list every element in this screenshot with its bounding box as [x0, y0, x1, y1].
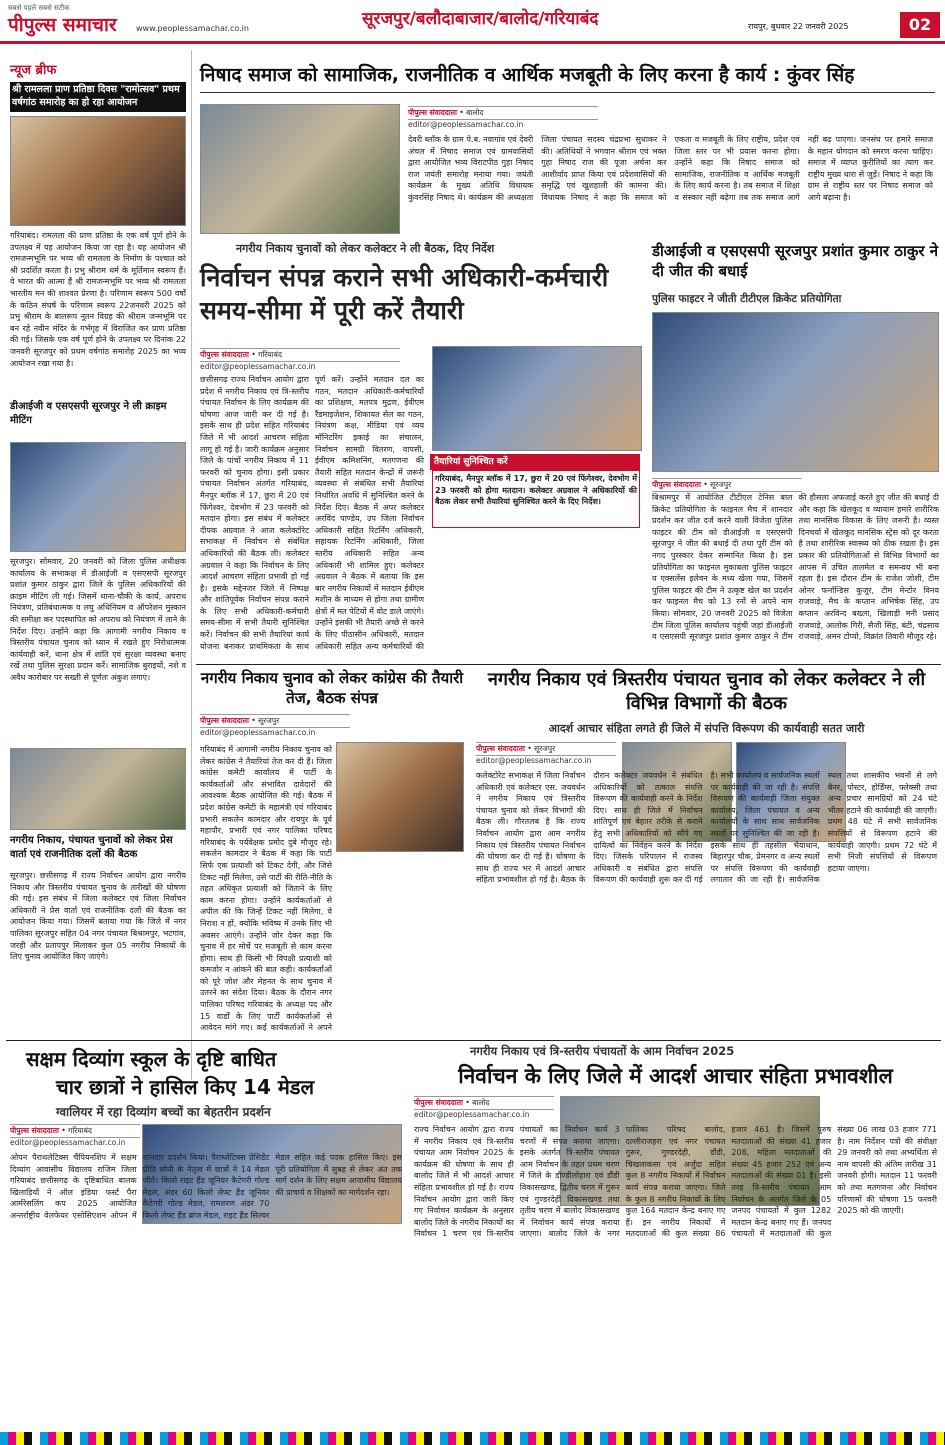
- school-subhead: ग्वालियर में रहा दिव्यांग बच्चों का बेहतरीन प्रदर्शन: [56, 1105, 271, 1119]
- crime-meeting-photo: [10, 442, 186, 552]
- dig-story: [648, 240, 941, 662]
- school-body: ओपन पैराथलेटिक्स चैंपियनशिप में सक्षम दिव्यांग आवासीय विद्यालय राजिम जिला गरियाबंद छत्तीसगढ़ के दृष्टिबाधित बालक खिलाड़ियों ने ऑल इंडिया फर्स्ट पैरा आर्मरेसलिंग कप 2025 आयोजित अन्तर्राष्ट्रीय वेलफेयर एसोसिएशन ओपन में शानदार प्रदर्शन किया। पैराथ्लेटिक्स प्रेसिडेंट प्रीति सोनी के नेतृत्व में छात्रों ने 14 मेडल जीते। किलो राइट हैंड जूनियर कैटेगरी गोल्ड मेडल, अंडर 60 किलो लेफ्ट हैंड जूनियर कैटेगरी गोल्ड मेडल, रामशरण अंडर 70 किलो लेफ्ट हैंड ब्रांज मेडल, राइट हैंड सिल्वर मेडल सहित कई पदक हासिल किए। इस पूरी प्रतियोगिता में सुबह से लेकर अंत तक मार्ग दर्शन के लिए सक्षम आवासीय विद्यालय की प्राचार्य व शिक्षकों का मार्गदर्शन रहा।: [10, 1153, 402, 1220]
- dateline: रायपुर, बुधवार 22 जनवरी 2025: [748, 22, 849, 31]
- code-body: राज्य निर्वाचन आयोग द्वारा राज्य में नगरीय निकाय एवं त्रि-स्तरीय पंचायत आम निर्वाचन 2025 के कार्यक्रम की घोषणा के साथ ही बालोद जिले में भी आदर्श आचार संहिता प्रभावशील हो गई है। राज्य निर्वाचन आयोग द्वारा जारी किए गए निर्वाचन कार्यक्रम के अनुसार बालोद जिले के नगरीय निकायों का निर्वाचन 1 चरण एवं त्रि-स्तरीय पंचायतों का निर्वाचन कार्य 3 चरणों में संपन्न कराया जाएगा। इसके अंतर्गत त्रि-स्तरीय पंचायत आम निर्वाचन के तहत प्रथम चरण में जिले के डौण्डीलोहारा एवं डौंडी विकासखण्ड, द्वितीय चरण में गुरूर एवं गुण्डरदेही विकासखण्ड तथा तृतीय चरण में बालोद विकासखण्ड में निर्वाचन कार्य संपन्न कराया जाएगा। बालोद जिले के नगर पालिका परिषद बालोद, दल्लीराजहरा एवं नगर पंचायत गुरूर, गुण्डरदेही, डौंडी, चिखलाकसा एवं अर्जुंदा सहित कुल 8 नगरीय निकायों में निर्वाचन कार्य संपन्न कराया जाएगा। जिले के कुल 8 नगरीय निकायों के लिए कुल 164 मतदान केन्द्र बनाए गए हैं। इन नगरीय निकायों में मतदाताओं की कुल संख्या 86 हजार 461 है। जिसमें पुरुष मतदाताओं की संख्या 41 हजार 208, महिला मतदाताओं की संख्या 45 हजार 252 एवं अन्य मतदाताओं की संख्या 01 है। इसी तरह त्रि-स्तरीय पंचायत आम निर्वाचन के अंतर्गत जिले के 05 जनपद पंचायतों में कुल 1282 मतदान केन्द्र बनाए गए हैं। जनपद पंचायतों में मतदाताओं की कुल संख्या 06 लाख 03 हजार 771 है। नाम निर्देशन पत्रों की संवीक्षा 29 जनवरी को तथा अभ्यर्थिता से नाम वापसी की अंतिम तारीख 31 जनवरी होगी। मतदान 11 फरवरी को तथा मतगणना और निर्वाचन परिणामों की घोषणा 15 फरवरी 2025 को की जाएगी।: [414, 1125, 937, 1239]
- byline-place: सूरजपुर: [534, 744, 556, 753]
- divider: [196, 664, 941, 665]
- election-redbar: तैयारियां सुनिश्चित करें: [430, 454, 640, 470]
- temple-photo: [10, 116, 186, 226]
- byline-name: पीपुल्स संवाददाता: [408, 108, 457, 117]
- code-kicker: नगरीय निकाय एवं त्रि-स्तरीय पंचायतों के आम निर्वाचन 2025: [470, 1044, 735, 1058]
- school-story: [6, 1044, 406, 1430]
- byline-place: सूरजपुर: [710, 480, 732, 489]
- election-meeting-photo: [432, 346, 642, 451]
- divider: [6, 1040, 941, 1041]
- lead-headline: निषाद समाज को सामाजिक, राजनीतिक व आर्थिक मजबूती के लिए करना है कार्य : कुंवर सिंह: [200, 64, 935, 93]
- election-story: [196, 240, 644, 662]
- byline-name: पीपुल्स संवाददाता: [200, 716, 249, 725]
- brief-item2-title: डीआईजी व एसएसपी सूरजपुर ने ली क्राइम मीटिंग: [10, 401, 167, 426]
- brief-item1-body: गरियाबंद। रामलला की प्राण प्रतिष्ठा के एक वर्ष पूर्ण होने के उपलक्ष्य में यह आयोजन किया जा रहा है। यह आयोजन श्री रामजन्मभूमि पर भव्य श्री रामलला के निर्माण के पश्चात को श्री प्रदर्शित करता है। प्रभु श्रीराम धर्म के मूर्तिमान स्वरूप हैं। वे भारत की आत्मा हैं श्री रामजन्मभूमि पर भव्य श्री रामलला भारतीय मन की शाश्वत प्रेरणा है। परिणाम स्वरूप 500 वर्षों के कठिन संघर्ष के परिणाम स्वरूप 22जनवरी 2025 को प्रभु श्रीराम के बालरूप नूतन विग्रह की श्रीराम जन्मभूमि पर बन रहे नवीन मंदिर के गर्भगृह में विराजित कर प्राण प्रतिष्ठा की गई। जिसके एक वर्ष पूर्ण होने के उपलक्ष्य पर दिनांक 22 जनवरी सूरजपुर को प्रथम वर्षगांठ समारोह 2025 का भव्य आयोजन रखा गया है।: [10, 231, 186, 368]
- tagline: सबसे पहले सबसे सटीक: [8, 4, 70, 12]
- election-headline: निर्वाचन संपन्न कराने सभी अधिकारी-कर्मचारी समय-सीमा में पूरी करें तैयारी: [200, 263, 609, 325]
- vibhag-byline: पीपुल्स संवाददाता • सूरजपुर: [476, 742, 616, 756]
- lead-body: देवरी ब्लॉक के ग्राम पे.ब. नवागांव एवं देवरी अंचल में निषाद समाज एवं ग्रामवासियों द्वारा आयोजित भव्य विराटपीठ गुहा निषाद राज जयंती समारोह मनाया गया। जयंती कार्यक्रम के मुख्य अतिथि विधायक कुंवरसिंह निषाद थे। कार्यक्रम की अध्यक्षता जिला पंचायत सदस्य चंद्रप्रभा सुधाकर ने की। अतिथियों ने भगवान श्रीराम एवं भक्त गुहा निषाद राज की पूजा अर्चना कर आशीर्वाद प्राप्त किया एवं प्रदेशवासियों की समृद्धि एवं खुशहाली की कामना की। विधायक निषाद ने कहा कि समाज को एकता व मजबूती के लिए राष्ट्रीय, प्रदेश एवं जिला स्तर पर भी प्रयास करना होगा। उन्होंने कहा कि निषाद समाज को सामाजिक, राजनीतिक व आर्थिक मजबूती के लिए कार्य करना है। तब समाज में शिक्षा व संस्कार नहीं बढ़ेगा तब तक समाज आगे नहीं बढ़ पाएगा। जनसंघ पर हमारे समाज के महान योगदान को स्मरण करना चाहिए। समाज में व्याप्त कुरीतियों का त्याग कर राष्ट्रीय मुख्य धारा से जुड़ें। निषाद ने कहा कि ग्राम से राष्ट्रीय स्तर पर निषाद समाज को आगे बढ़ाना है।: [408, 135, 933, 202]
- school-byline: पीपुल्स संवाददाता • गरियाबंद: [10, 1124, 140, 1138]
- congress-photo: [336, 742, 464, 852]
- school-headline-2: चार छात्रों ने हासिल किए 14 मेडल: [56, 1075, 315, 1099]
- school-email[interactable]: editor@peoplessamachar.co.in: [10, 1138, 126, 1147]
- election-email[interactable]: editor@peoplessamachar.co.in: [200, 362, 316, 371]
- dig-subhead: पुलिस फाइटर ने जीती टीटीएल क्रिकेट प्रतियोगिता: [652, 293, 842, 305]
- lead-story: [196, 60, 941, 240]
- byline-place: गरियाबंद: [68, 1126, 92, 1135]
- news-brief-label: न्यूज ब्रीफ: [10, 63, 57, 78]
- press-meeting-photo: [10, 748, 186, 830]
- lead-byline: पीपुल्स संवाददाता • बालोद: [408, 106, 598, 120]
- dig-body: बिश्रामपुर में आयोजित टीटीएल टेनिस बाल क्रिकेट प्रतियोगिता के फाइनल मैच में शानदार प्रदर्शन कर जीत दर्ज करने वाली विजेता पुलिस फाइटर की टीम को डीआईजी व एसएसपी सूरजपुर ने जीत की बधाई दी तथा पूरी टीम को नगद पुरस्कार देकर सम्मानित किया है। इस प्रतियोगिता का फाइनल मुकाबला पुलिस फाइटर व एक्सलेंस इलेवन के मध्य खेला गया, जिसमें पुलिस फाइटर की टीम ने उत्कृष्ट खेल का प्रदर्शन कर फाइनल मैच को 13 रनों से अपने नाम किया। सोमवार, 20 जनवरी 2025 को विजेता टीम जिला पुलिस कार्यालय पहुंची जहां डीआईजी व एसएसपी सूरजपुर प्रशांत कुमार ठाकुर ने टीम की हौसला अफजाई करते हुए जीत की बधाई दी और कहा कि खेलकूद व व्यायाम हमारे शारीरिक तथा मानसिक विकास के लिए जरूरी है। व्यस्त दिनचर्या में खेलकूद मानसिक स्ट्रेस को दूर करता है तथा शारीरिक स्वास्थ्य को ठीक रखता है। इस प्रकार की प्रतियोगिताओं से विभिन्न विभागों का आपस में उचित तालमेल व समन्वय भी बना रहता है। इस दौरान टीम के राजेश जोशी, टीम ओनर फर्नान्डिस कुजूर, टीम मेन्टोर विनय राजवाड़े, मैच के कप्तान अभिषेक सिंह, उप कप्तान अरविन्द बख्ला, खिलाड़ी मनी प्रसाद राजवाड़े, आलोक गिरी, सैजी सिंह, बंटी, चंद्रसाय राजवाड़े, अमन टोप्पो, विक्रांत तिवारी मौजूद रहे।: [652, 493, 939, 642]
- election-box: गरियाबंद, मैनपुर ब्लॉक में 17, छुरा में 20 एवं फिंगेश्वर, देवभोग में 23 फरवरी को होगा मतदान। कलेक्टर अग्रवाल ने अधिकारियों की बैठक लेकर सभी तैयारियां सुनिश्चित करने के दिए निर्देश।: [432, 470, 640, 528]
- logo-text: पीपुल्स समाचार: [8, 14, 117, 37]
- color-registration-strip: [0, 1432, 945, 1445]
- congress-byline: पीपुल्स संवाददाता • सूरजपुर: [200, 714, 350, 728]
- vibhag-subhead: आदर्श आचार संहिता लगते ही जिले में संपत्ति विरूपण की कार्यवाही सतत जारी: [548, 722, 865, 735]
- brief-item2-body: सूरजपुर। सोमवार, 20 जनवरी को जिला पुलिस अधीक्षक कार्यालय के सभाकक्ष में डीआईजी व एसएसपी सूरजपुर प्रशांत कुमार ठाकुर द्वारा जिले के पुलिस अधिकारियों की क्राइम मीटिंग ली गई। जिसमें थाना-चौकी के कार्य, अपराध नियंत्रण, प्रतिबंधात्मक व लघु अधिनियम व ऑपरेशन मुस्कान की समीक्षा कर पदस्थापित को अपराध को नियंत्रण में लाने के निर्देश दिए। उन्होंने कहा कि आगामी नगरीय निकाय व त्रिस्तरीय पंचायत चुनाव को ध्यान में रखते हुए निरोधात्मक कार्यवाही करें, थाना क्षेत्र में शांति एवं सुरक्षा व्यवस्था बनाए रखें तथा पुलिस सुरक्षा प्रदान करें। सामाजिक बुराइयों, नशे व अवैध कारोबार पर सख्ती से पूर्णतः अंकुश लगाएं।: [10, 557, 186, 682]
- news-brief-column: [6, 50, 192, 1080]
- byline-name: पीपुल्स संवाददाता: [652, 480, 701, 489]
- section-title: सूरजपुर/बलौदाबाजार/बालोद/गरियाबंद: [362, 9, 599, 29]
- election-kicker: नगरीय निकाय चुनावों को लेकर कलेक्टर ने ली बैठक, दिए निर्देश: [236, 242, 495, 255]
- code-story: [410, 1044, 941, 1430]
- newspaper-logo: [8, 4, 117, 39]
- dig-byline: पीपुल्स संवाददाता • सूरजपुर: [652, 478, 802, 492]
- code-email[interactable]: editor@peoplessamachar.co.in: [414, 1110, 530, 1119]
- vibhag-email[interactable]: editor@peoplessamachar.co.in: [476, 756, 592, 765]
- congress-email[interactable]: editor@peoplessamachar.co.in: [200, 728, 316, 737]
- byline-place: गरियाबंद: [258, 350, 282, 359]
- byline-name: पीपुल्स संवाददाता: [200, 350, 249, 359]
- lead-photo: [200, 104, 400, 234]
- school-headline-1: सक्षम दिव्यांग स्कूल के दृष्टि बाधित: [26, 1047, 277, 1071]
- byline-name: पीपुल्स संवाददाता: [10, 1126, 59, 1135]
- lead-email[interactable]: editor@peoplessamachar.co.in: [408, 120, 524, 129]
- vibhag-story: [472, 668, 941, 1036]
- dig-headline: डीआईजी व एसएसपी सूरजपुर प्रशांत कुमार ठाकुर ने दी जीत की बधाई: [652, 242, 939, 280]
- congress-headline: नगरीय निकाय चुनाव को लेकर कांग्रेस की तैयारी तेज, बैठक संपन्न: [200, 669, 464, 708]
- byline-place: बालोद: [472, 1098, 490, 1107]
- cricket-team-photo: [652, 312, 939, 472]
- website-url[interactable]: www.peoplessamachar.co.in: [136, 24, 249, 33]
- brief-item1-title: श्री रामलला प्राण प्रतिष्ठा दिवस "रामोत्सव" प्रथम वर्षगांठ समारोह का हो रहा आयोजन: [10, 82, 186, 112]
- masthead: [0, 0, 945, 44]
- byline-name: पीपुल्स संवाददाता: [414, 1098, 463, 1107]
- vibhag-headline: नगरीय निकाय एवं त्रिस्तरीय पंचायत चुनाव को लेकर कलेक्टर ने ली विभिन्न विभागों की बैठक: [487, 669, 926, 715]
- byline-place: सूरजपुर: [258, 716, 280, 725]
- byline-place: बालोद: [466, 108, 484, 117]
- election-body-cont: [432, 532, 640, 662]
- congress-story: [196, 668, 468, 1036]
- page-number: 02: [900, 12, 940, 38]
- byline-name: पीपुल्स संवाददाता: [476, 744, 525, 753]
- brief-item3-body: सूरजपुर। छत्तीसगढ़ में राज्य निर्वाचन आयोग द्वारा नगरीय निकाय और त्रिस्तरीय पंचायत चुनाव के तारीखों की घोषणा की गई। इस संबंध में जिला कलेक्टर एवं जिला निर्वाचन अधिकारी ने प्रेस वार्ता एवं राजनीतिक दलों की बैठक का आयोजन किया गया। जिसमें बताया गया कि जिले में नगर पालिका सूरजपुर सहित 04 नगर पंचायत बिश्रामपुर, भटगांव, जरही और प्रतापपुर मिलाकर कुल 05 नगरीय निकायों के लिए चुनाव आयोजित किए जाएंगे।: [10, 871, 186, 962]
- election-body: छत्तीसगढ़ राज्य निर्वाचन आयोग द्वारा प्रदेश में नगरीय निकाय एवं त्रि-स्तरीय पंचायत निर्वाचन के लिए कार्यक्रम की घोषणा आज जारी कर दी गई है। इसके साथ ही प्रदेश सहित गरियाबंद जिले में भी आदर्श आचरण संहिता लागू हो गई है। जारी कार्यक्रम अनुसार जिले के पांचों नगरीय निकाय में 11 फरवरी को चुनाव होगा। इसी प्रकार पंचायत निर्वाचन अंतर्गत गरियाबंद, मैनपुर ब्लॉक में 17, छुरा में 20 एवं फिंगेश्वर, देवभोग में 23 फरवरी को मतदान होगा। इस संबंध में कलेक्टर दीपक अग्रवाल ने आज कलेक्टोरेट सभाकक्ष में निर्वाचन से संबंधित अधिकारियों की बैठक ली। कलेक्टर अग्रवाल ने कहा कि निर्वाचन के लिए आदर्श आचरण संहिता प्रभावी हो गई है। इसके मद्देनजर जिले में निष्पक्ष और शांतिपूर्वक निर्वाचन संपन्न कराने के लिए सभी अधिकारी-कर्मचारी समय-सीमा में सभी तैयारी सुनिश्चित करें। निर्वाचन की सभी तैयारियां कार्य योजना बनाकर प्राथमिकता के साथ पूर्ण करें। उन्होंने मतदान दल का गठन, मतदान अधिकारी-कर्मचारियों का प्रशिक्षण, मतपत्र मुद्रण, ईवीएम रैंडमाइजेशन, शिकायत सेल का गठन, नियंत्रण कक्ष, मीडिया एवं व्यय मॉनिटरिंग इकाई का संचालन, निर्वाचन सामग्री वितरण, वापसी, ईवीएम कमिशनिंग, मतगणना की तैयारी सहित मतदान केन्द्रों में जरूरी व्यवस्था से संबंधित सभी तैयारियां निर्धारित अवधि में सुनिश्चित करने के निर्देश दिए। बैठक में अपर कलेक्टर अरविंद पाण्डेय, उप जिला निर्वाचन अधिकारी सहित रिटर्निंग अधिकारी, सहायक रिटर्निंग अधिकारी, जिला स्तरीय अधिकारी सहित अन्य अधिकारी भी शामिल हुए। कलेक्टर अग्रवाल ने बैठक में बताया कि इस बार नगरीय निकायों में मतदान ईवीएम मशीन के माध्यम से होगा तथा ग्रामीण क्षेत्रों में मत पेटियों में वोट डाले जाएंगे। उन्होंने इसकी भी तैयारी अच्छे से करने के लिए पीठासीन अधिकारी, मतदान अधिकारी सहित अन्य कर्मचारियों की: [200, 375, 424, 651]
- vibhag-body: कलेक्टोरेट सभाकक्ष में जिला निर्वाचन अधिकारी एवं कलेक्टर एस. जयवर्धन ने नगरीय निकाय एवं त्रिस्तरीय पंचायत चुनाव को लेकर विभागों की बैठक ली। गौरतलब है कि राज्य निर्वाचन आयोग द्वारा आम नगरीय निकाय एवं त्रिस्तरीय पंचायत निर्वाचन की घोषणा कर दी गई है। घोषणा के साथ ही राज्य भर में आदर्श आचार संहिता प्रभावशील हो गई है। बैठक के दौरान कलेक्टर जयवर्धन ने संबंधित अधिकारियों को तत्काल संपत्ति विरूपण की कार्यवाही करने के निर्देश दिए। साथ ही जिले में निर्वाचन शांतिपूर्ण एवं बेहतर तरीके से कराने हेतु सभी अधिकारियों को सौंपे गए दायित्वों का निर्वहन करने के निर्देश दिए। जिसके परिपालन में राजस्व अधिकारी व संबंधित द्वारा संपत्ति विरूपण की कार्यवाही शुरू कर दी गई है। सभी कार्यालय व सार्वजनिक स्थलों पर कार्यवाही की जा रही है। संपत्ति विरूपण की कार्यवाही जिला संयुक्त कार्यालय, जिला पंचायत व अन्य कार्यालयों के साथ साथ सार्वजनिक स्थलों पर सुनिश्चित की जा रही है। इसके साथ ही तहसील भैयाथान, बिहारपुर चौक, प्रेमनगर व अन्य स्थलों पर संपत्ति विरूपण की कार्यवाही लगातार की जा रही है। सार्वजनिक स्थल तथा शासकीय भवनों से लगे बैनर, पोस्टर, होर्डिंग्स, फ्लेक्सी तथा अन्य प्रचार सामग्रियों को 24 घंटे भीतर हटाने की कार्यवाही की जाएगी। प्रथम 48 घंटे में सभी सार्वजनिक संपत्तियों से विरूपण हटाने की कार्यवाही जाएगी। प्रथम 72 घंटे में सभी निजी संपत्तियों से विरूपण हटाया जाएगा।: [476, 771, 937, 885]
- code-byline: पीपुल्स संवाददाता • बालोद: [414, 1096, 554, 1110]
- congress-body: गरियाबंद में आगामी नगरीय निकाय चुनाव को लेकर कांग्रेस ने तैयारियां तेज कर दी हैं। जिला कांग्रेस कमेटी कार्यालय में पार्टी के कार्यकर्ताओं और संभावित दावेदारों की आवश्यक बैठक आयोजित की गई। बैठक में प्रदेश कांग्रेस कमेटी के महामंत्री एवं गरियाबंद प्रभारी सकलेन कामदार और रायपुर के पूर्व महापौर, प्रभारी एवं नगर पालिका परिषद गरियाबंद के पर्यवेक्षक प्रमोद दुबे मौजूद रहे। सकलेन कामदार ने बैठक में कहा कि पार्टी सिर्फ एक प्रत्याशी को टिकट देगी, और जिसे टिकट नहीं मिलेगा, उसे पार्टी की रीति-नीति के तहत अधिकृत प्रत्याशी को जिताने के लिए काम करना होगा। उन्होंने कार्यकर्ताओं से अपील की कि जिन्हें टिकट नहीं मिलेगा, वे निराश न हों, क्योंकि भविष्य में उनके लिए भी अवसर आएंगे। उन्होंने जोर देकर कहा कि चुनाव में हर मोर्चे पर मजबूती से काम करना होगा। साथ ही किसी भी विपक्षी प्रत्याशी को कमजोर न आंकने की बात कही। कार्यकर्ताओं को पूरे जोश और मेहनत के साथ चुनाव में उतरने का संदेश दिया। बैठक के दौरान नगर पालिका परिषद गरियाबंद के अध्यक्ष पद और 15 वार्डों के लिए पार्टी कार्यकर्ताओं से आवेदन मांगे गए। कई कार्यकर्ताओं ने अपने: [200, 745, 332, 1033]
- brief-item3-title: नगरीय निकाय, पंचायत चुनावों को लेकर प्रेस वार्ता एवं राजनीतिक दलों की बैठक: [10, 835, 173, 860]
- code-headline: निर्वाचन के लिए जिले में आदर्श आचार संहिता प्रभावशील: [458, 1064, 893, 1088]
- election-byline: पीपुल्स संवाददाता • गरियाबंद: [200, 348, 400, 362]
